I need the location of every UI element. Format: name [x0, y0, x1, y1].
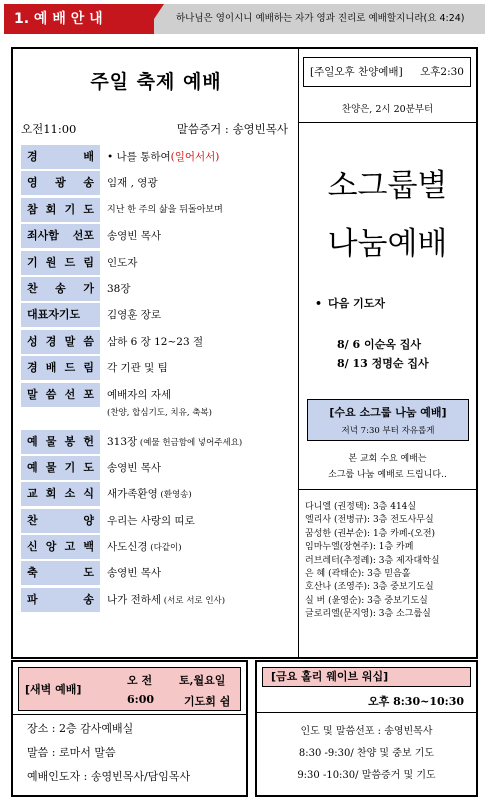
sunday-worship-column	[13, 49, 299, 657]
order-value: 각 기관 및 팀	[107, 362, 168, 375]
order-row-offering-worship	[21, 356, 293, 382]
order-row-absolution	[21, 224, 293, 250]
order-value: 김영훈 장로	[107, 309, 162, 322]
divider	[13, 714, 246, 715]
order-value: 삼하 6 장 12~23 절	[107, 335, 204, 348]
divider	[299, 122, 476, 123]
banner-verse-text: 하나님은 영이시니 예배하는 자가 영과 진리로 예배할지니라(요 4:24)	[176, 13, 465, 24]
list-item: 러브레터(추정례): 3층 제자대학실	[305, 555, 440, 566]
praise-start-time: 찬양은, 2시 20분부터	[341, 104, 434, 115]
order-value: 송영빈 목사	[107, 230, 162, 243]
sunday-time: 오전11:00	[21, 122, 77, 136]
wednesday-note-2: 소그룹 나눔 예배로 드립니다..	[328, 470, 447, 480]
order-value-text: 나를 통하여	[116, 151, 171, 163]
order-value: 인도자	[107, 256, 138, 269]
afternoon-worship-header	[303, 57, 471, 87]
sunday-preacher: 말씀증거 : 송영빈목사	[176, 122, 288, 136]
list-item: 은 혜 (곽태순): 3층 믿음홀	[305, 569, 411, 580]
wednesday-note-1: 본 교회 수요 예배는	[348, 454, 427, 464]
order-value: 예배자의 자세	[107, 388, 172, 401]
sunday-title: 주일 축제 예배	[90, 71, 222, 93]
order-value: 송영빈 목사	[107, 567, 162, 580]
friday-schedule-1: 8:30 -9:30/ 찬양 및 중보 기도	[298, 748, 435, 759]
order-label: 성 경 말 씀	[21, 330, 100, 354]
order-value: 지난 한 주의 삶을 뒤돌아보며	[107, 204, 223, 215]
order-of-service	[21, 145, 293, 614]
order-label: 축 도	[21, 561, 100, 585]
order-value	[107, 535, 182, 559]
divider	[257, 712, 476, 713]
order-label: 교 회 소 식	[21, 482, 100, 506]
order-value-text: 사도신경	[107, 541, 148, 554]
order-label: 찬 송 가	[21, 277, 100, 301]
banner-section-title	[4, 4, 154, 34]
order-value	[107, 145, 219, 169]
list-item: 임마누엘(장현주): 1층 카페	[305, 542, 414, 553]
header-banner	[4, 4, 485, 34]
order-label: 파 송	[21, 588, 100, 612]
afternoon-worship-column	[299, 49, 476, 657]
order-value-extra: (서로 서로 인사)	[161, 595, 226, 606]
dawn-time: 6:00	[127, 693, 155, 706]
dawn-worship-header	[18, 667, 241, 711]
order-value-extra: (환영송)	[157, 490, 192, 501]
order-label: 기 원 드 림	[21, 251, 100, 275]
list-item: 실 버 (윤영순): 3층 중보기도실	[305, 595, 428, 606]
order-row-scripture	[21, 330, 293, 356]
order-row-sermon	[21, 383, 293, 430]
order-value-text: 313장	[107, 435, 138, 448]
small-group-line-2: 나눔예배	[327, 226, 448, 262]
afternoon-worship-time: 오후2:30	[420, 66, 464, 78]
banner-section-text: 1. 예 배 안 내	[14, 11, 103, 27]
order-row-sending	[21, 588, 293, 614]
dawn-am-label: 오 전	[127, 674, 153, 687]
order-row-creed	[21, 535, 293, 561]
dawn-worship-box	[11, 660, 248, 797]
order-row-repentance	[21, 198, 293, 224]
order-row-praise	[21, 509, 293, 535]
order-row-benediction	[21, 561, 293, 587]
order-label: 대표자기도	[21, 303, 100, 327]
order-value	[107, 588, 225, 612]
friday-worship-box	[255, 660, 478, 797]
friday-worship-title: [금요 홀리 웨이브 워십]	[262, 667, 471, 687]
banner-verse	[154, 4, 485, 34]
next-prayer-title: • 다음 기도자	[315, 295, 385, 311]
order-row-offering-prayer	[21, 456, 293, 482]
order-value	[107, 482, 192, 506]
next-prayer-2: 8/ 13 정명순 집사	[337, 357, 429, 370]
order-value-text: 나가 전하세	[107, 593, 162, 606]
order-label: 예 물 봉 헌	[21, 430, 100, 454]
order-value: 송영빈 목사	[107, 461, 162, 474]
list-item: 엘리사 (전병규): 3층 전도사무실	[305, 515, 434, 526]
dawn-worship-title: [새벽 예배]	[25, 683, 82, 696]
order-value-extra: (다같이)	[147, 543, 182, 554]
afternoon-worship-title: [주일오후 찬양예배]	[310, 66, 403, 78]
list-item: 다니엘 (권정택): 3층 414실	[305, 502, 417, 512]
order-row-glory	[21, 171, 293, 197]
order-row-invocation	[21, 251, 293, 277]
order-row-prayer	[21, 303, 293, 329]
order-value-extra: (예물 헌금함에 넣어주세요)	[137, 437, 243, 448]
wednesday-note	[299, 451, 476, 483]
dawn-place: 장소 : 2층 감사예배실	[27, 722, 134, 735]
small-group-heading	[299, 157, 476, 273]
wednesday-worship-box	[307, 399, 469, 441]
order-subvalue: (찬양, 합심기도, 치유, 축복)	[107, 407, 212, 418]
dawn-leader: 예배인도자 : 송영빈목사/담임목사	[27, 770, 191, 783]
order-label: 예 물 기 도	[21, 456, 100, 480]
order-value	[107, 430, 242, 454]
small-group-list	[305, 501, 473, 622]
dawn-sermon: 말씀 : 로마서 말씀	[27, 746, 116, 759]
order-label: 참 회 기 도	[21, 198, 100, 222]
wednesday-worship-title: [수요 소그룹 나눔 예배]	[329, 406, 447, 419]
order-label: 경 배	[21, 145, 100, 169]
order-value-text: 새가족환영	[107, 488, 158, 501]
order-value: 38장	[107, 282, 131, 295]
worship-main-box	[11, 47, 478, 659]
order-value-extra: (일어서서)	[170, 151, 220, 163]
order-value: 우리는 사랑의 띠로	[107, 514, 195, 527]
divider	[299, 489, 476, 490]
order-row-worship	[21, 145, 293, 171]
friday-leader: 인도 및 말씀선포 : 송영빈목사	[300, 726, 433, 737]
list-item: 글로리엘(문지영): 3층 소그룹실	[305, 609, 431, 620]
wednesday-worship-time: 저녁 7:30 부터 자유롭게	[341, 426, 435, 436]
order-label: 영 광 송	[21, 171, 100, 195]
list-item: 꿈성한 (권부순): 1층 카페-(오전)	[305, 528, 436, 539]
order-label: 찬 양	[21, 509, 100, 533]
dawn-rest-note: 기도회 쉼	[184, 695, 231, 708]
order-row-news	[21, 482, 293, 508]
list-item: 호산나 (조영주): 3층 중보기도실	[305, 582, 434, 593]
bullet: •	[107, 151, 114, 163]
friday-schedule-2: 9:30 -10:30/ 말씀증거 및 기도	[297, 770, 436, 781]
next-prayer-1: 8/ 6 이순옥 집사	[337, 338, 421, 351]
small-group-line-1: 소그룹별	[327, 168, 448, 204]
dawn-day-label: 토,월요일	[179, 674, 226, 687]
order-label: 신 앙 고 백	[21, 535, 100, 559]
order-value: 임재 , 영광	[107, 177, 158, 190]
friday-worship-time: 오후 8:30~10:30	[368, 695, 464, 708]
order-label: 경 배 드 림	[21, 356, 100, 380]
order-row-hymn	[21, 277, 293, 303]
order-label: 죄사함 선포	[21, 224, 100, 248]
order-label: 말 씀 선 포	[21, 383, 100, 407]
order-row-offering	[21, 430, 293, 456]
